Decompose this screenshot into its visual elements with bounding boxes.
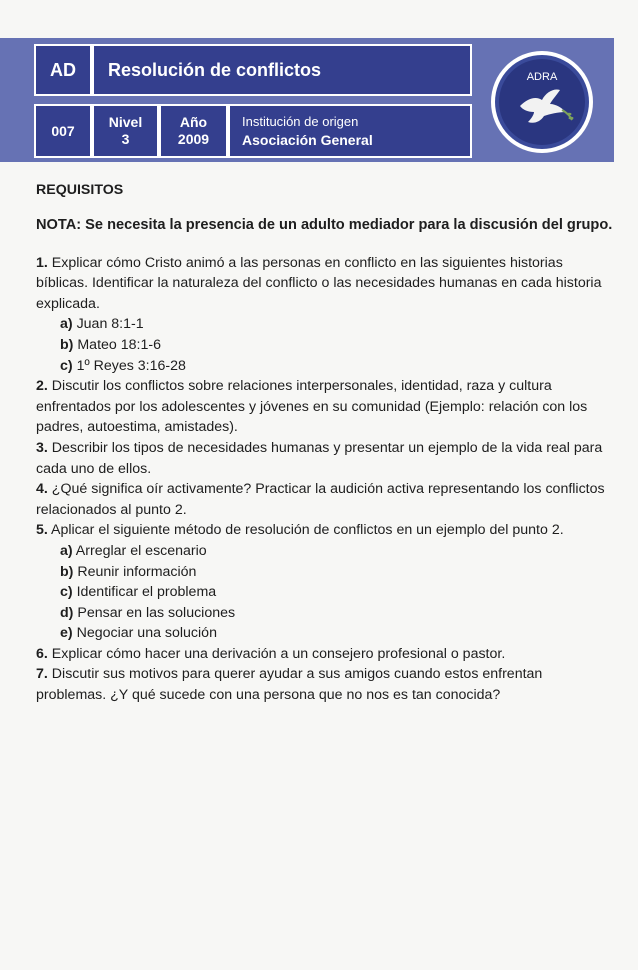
institucion-label: Institución de origen bbox=[242, 114, 359, 129]
requirement-subitem bbox=[60, 541, 616, 562]
specialty-number: 007 bbox=[34, 104, 92, 158]
category-code: AD bbox=[34, 44, 92, 96]
ano-value: 2009 bbox=[177, 131, 210, 147]
subitem-text: Identificar el problema bbox=[76, 584, 217, 601]
requirement-text: Aplicar el siguiente método de resolución de conflictos en un ejemplo del punto 2. bbox=[51, 522, 564, 539]
requirement-number: 6. bbox=[36, 645, 48, 662]
requirements-content bbox=[36, 180, 616, 706]
requirement-number: 1. bbox=[36, 254, 48, 271]
requirement-subitem bbox=[60, 335, 616, 356]
requirement-subitem bbox=[60, 356, 616, 377]
requirement-subitem bbox=[60, 623, 616, 644]
subitem-letter: d) bbox=[60, 604, 74, 621]
requirement-text: ¿Qué significa oír activamente? Practicar la audición activa representando los conflictos relacionados al punto 2. bbox=[36, 481, 605, 518]
subitem-text: Negociar una solución bbox=[76, 625, 217, 642]
subitem-letter: b) bbox=[60, 563, 74, 580]
subitem-text: Arreglar el escenario bbox=[75, 542, 207, 559]
requirement-text: Discutir sus motivos para querer ayudar a sus amigos cuando estos enfrentan problemas. ¿Y qué sucede con una persona que no nos es tan conocida? bbox=[36, 666, 543, 704]
subitem-letter: c) bbox=[60, 584, 73, 601]
institucion-box bbox=[228, 104, 472, 158]
requirement-item bbox=[36, 520, 616, 541]
page-title: Resolución de conflictos bbox=[92, 44, 472, 96]
requirement-number: 4. bbox=[36, 481, 48, 498]
requirement-number: 5. bbox=[36, 522, 48, 539]
requirement-text: Explicar cómo Cristo animó a las personas en conflicto en las siguientes historias bíblicas. Identificar la naturaleza del conflicto o las necesidades humanas en cada historia explicada. bbox=[36, 254, 602, 312]
requirement-item bbox=[36, 376, 616, 438]
section-heading: REQUISITOS bbox=[36, 182, 124, 198]
subitem-text: 1º Reyes 3:16-28 bbox=[76, 357, 186, 374]
subitem-text: Juan 8:1-1 bbox=[76, 316, 144, 333]
requirement-item bbox=[36, 664, 616, 705]
requirement-item bbox=[36, 253, 616, 315]
nivel-box bbox=[92, 104, 159, 158]
note-text: NOTA: Se necesita la presencia de un adulto mediador para la discusión del grupo. bbox=[36, 216, 613, 233]
requirement-text: Explicar cómo hacer una derivación a un consejero profesional o pastor. bbox=[51, 645, 506, 662]
subitem-letter: a) bbox=[60, 542, 73, 559]
requirement-number: 3. bbox=[36, 439, 48, 456]
requirement-subitem bbox=[60, 582, 616, 603]
nivel-value: 3 bbox=[121, 131, 130, 147]
subitem-text: Reunir información bbox=[77, 563, 197, 580]
subitem-text: Pensar en las soluciones bbox=[77, 604, 236, 621]
requirement-item bbox=[36, 479, 616, 520]
requirement-subitem bbox=[60, 314, 616, 335]
logo-text: ADRA bbox=[526, 71, 558, 83]
ano-box bbox=[159, 104, 228, 158]
requirement-subitem bbox=[60, 562, 616, 583]
adra-dove-logo-icon bbox=[490, 50, 594, 154]
requirement-subitem bbox=[60, 603, 616, 624]
requirement-item bbox=[36, 644, 616, 665]
requirement-number: 2. bbox=[36, 378, 48, 395]
subitem-letter: e) bbox=[60, 625, 73, 642]
subitem-letter: c) bbox=[60, 357, 73, 374]
subitem-text: Mateo 18:1-6 bbox=[77, 336, 161, 353]
subitem-letter: b) bbox=[60, 336, 74, 353]
nivel-label: Nivel bbox=[108, 114, 143, 130]
requirements-list bbox=[36, 253, 616, 706]
requirement-number: 7. bbox=[36, 666, 48, 683]
subitem-letter: a) bbox=[60, 316, 73, 333]
institucion-value: Asociación General bbox=[242, 132, 373, 148]
requirement-text: Discutir los conflictos sobre relaciones interpersonales, identidad, raza y cultura enfrentados por los adolescentes y jóvenes en su comunidad (Ejemplo: relación con los padres, autoestima, amistades). bbox=[36, 378, 588, 436]
requirement-item bbox=[36, 438, 616, 479]
requirement-text: Describir los tipos de necesidades humanas y presentar un ejemplo de la vida real para cada uno de ellos. bbox=[36, 439, 603, 477]
ano-label: Año bbox=[179, 114, 208, 130]
